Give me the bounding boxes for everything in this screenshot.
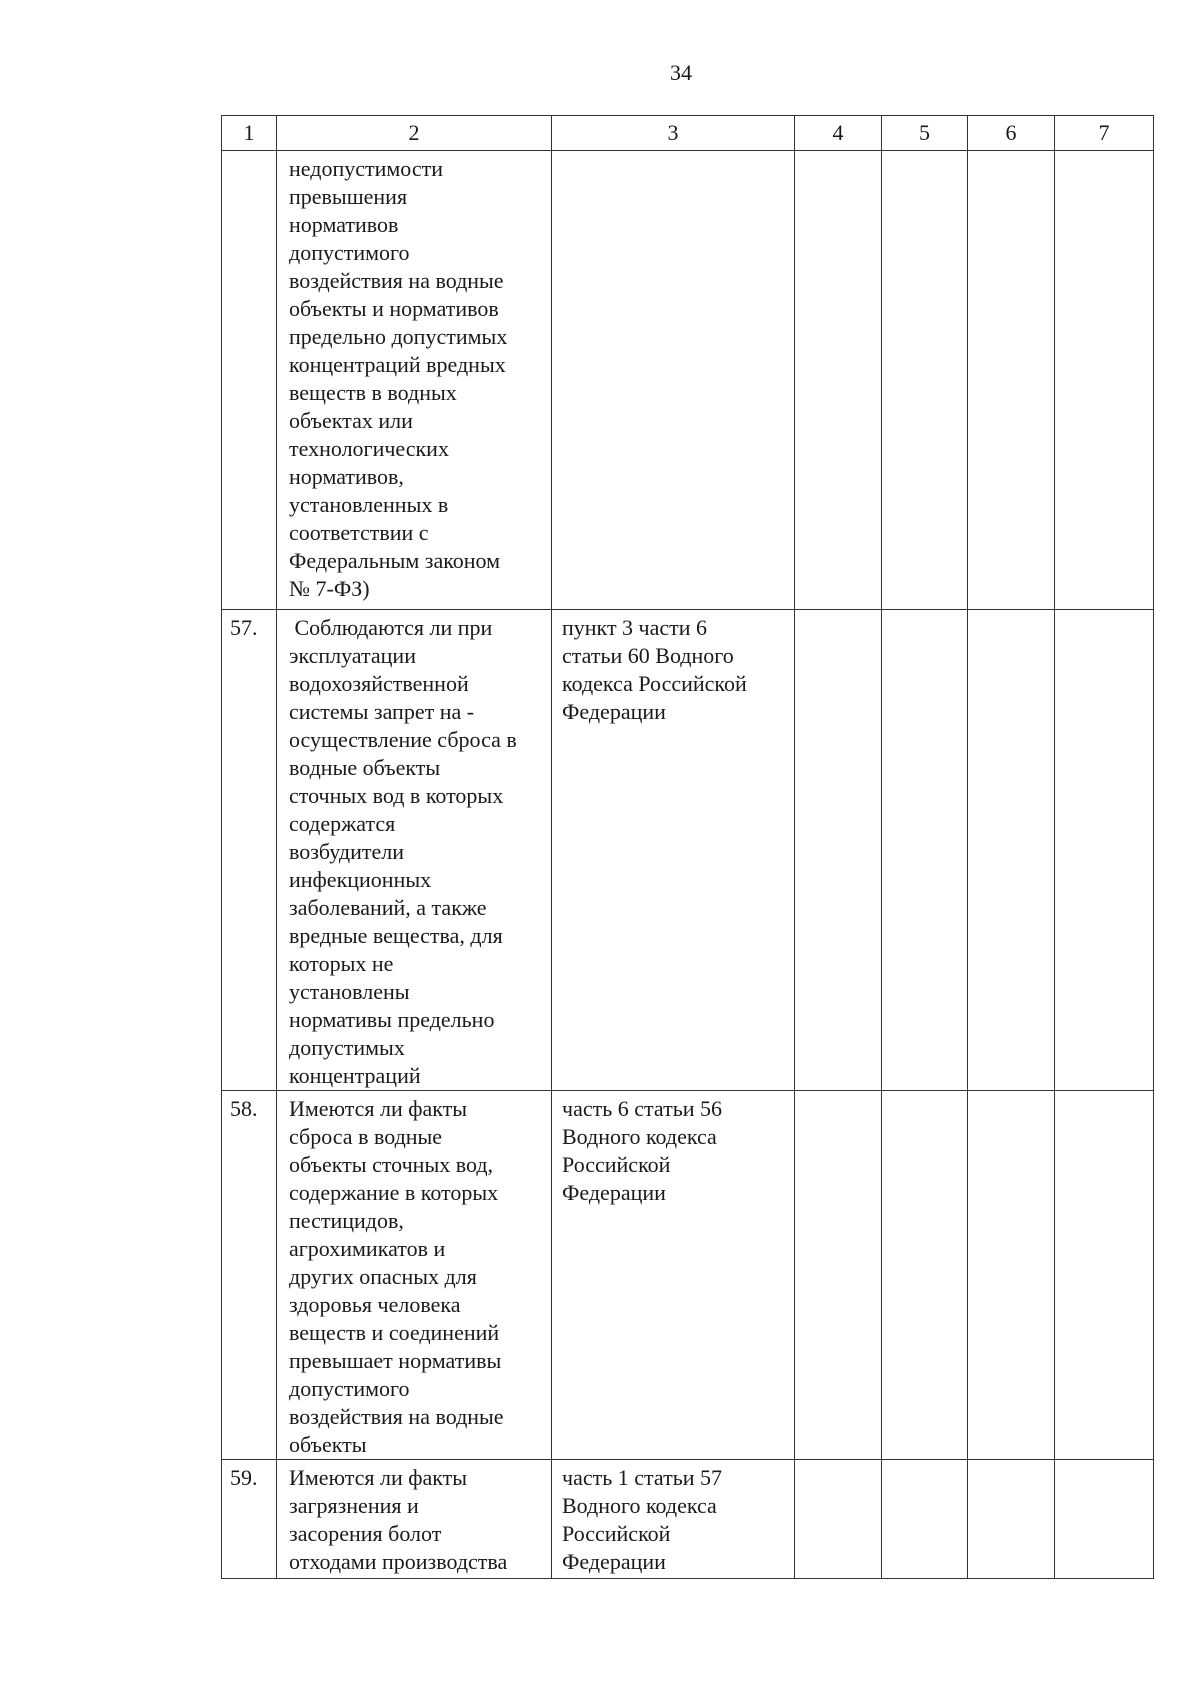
empty-cell (795, 610, 882, 1091)
question-line: засорения болот (289, 1521, 442, 1546)
question-line: допустимых (289, 1035, 405, 1060)
question-line: технологических (289, 436, 449, 461)
reference-line: Федерации (562, 699, 666, 724)
reference-line: кодекса Российской (562, 671, 747, 696)
question-cell (277, 151, 552, 610)
empty-cell (1055, 1460, 1154, 1579)
question-line: других опасных для (289, 1264, 477, 1289)
reference-cell (552, 1460, 795, 1579)
empty-cell (968, 1091, 1055, 1460)
question-line: заболеваний, а также (289, 895, 487, 920)
empty-cell (882, 1460, 968, 1579)
reference-line: Российской (562, 1152, 671, 1177)
question-line: концентраций (289, 1063, 421, 1088)
empty-cell (1055, 151, 1154, 610)
question-line: веществ в водных (289, 380, 457, 405)
question-line: объекты сточных вод, (289, 1152, 494, 1177)
table-row (222, 1460, 1154, 1579)
reference-line: часть 1 статьи 57 (562, 1465, 723, 1490)
table-row (222, 151, 1154, 610)
reference-cell (552, 610, 795, 1091)
question-line: сброса в водные (289, 1124, 443, 1149)
question-line: превышения (289, 184, 408, 209)
reference-line: статьи 60 Водного (562, 643, 734, 668)
question-line: отходами производства (289, 1549, 508, 1574)
question-line: превышает нормативы (289, 1348, 502, 1373)
question-cell (277, 610, 552, 1091)
question-line: нормативов, (289, 464, 404, 489)
empty-cell (882, 151, 968, 610)
question-line: объектах или (289, 408, 413, 433)
question-line: водные объекты (289, 755, 441, 780)
question-line: содержание в которых (289, 1180, 499, 1205)
row-number (222, 151, 277, 610)
question-line: загрязнения и (289, 1493, 419, 1518)
column-header: 3 (552, 116, 795, 151)
question-line: Имеются ли факты (289, 1096, 468, 1121)
question-line: вредные вещества, для (289, 923, 503, 948)
reference-cell (552, 1091, 795, 1460)
column-header: 4 (795, 116, 882, 151)
question-cell (277, 1460, 552, 1579)
question-line: № 7-ФЗ) (289, 576, 370, 601)
reference-line: Федерации (562, 1180, 666, 1205)
empty-cell (1055, 610, 1154, 1091)
question-line: инфекционных (289, 867, 432, 892)
empty-cell (968, 610, 1055, 1091)
question-line: нормативов (289, 212, 399, 237)
column-header: 2 (277, 116, 552, 151)
question-line: объекты и нормативов (289, 296, 499, 321)
question-line: допустимого (289, 240, 410, 265)
empty-cell (795, 1091, 882, 1460)
question-line: нормативы предельно (289, 1007, 495, 1032)
empty-cell (795, 1460, 882, 1579)
row-number: 57. (222, 610, 277, 1091)
question-cell (277, 1091, 552, 1460)
question-line: которых не (289, 951, 394, 976)
question-line: Имеются ли факты (289, 1465, 468, 1490)
empty-cell (882, 1091, 968, 1460)
empty-cell (882, 610, 968, 1091)
question-line: водохозяйственной (289, 671, 469, 696)
question-line: пестицидов, (289, 1208, 404, 1233)
row-number: 59. (222, 1460, 277, 1579)
table-row (222, 610, 1154, 1091)
reference-line: часть 6 статьи 56 (562, 1096, 723, 1121)
question-line: содержатся (289, 811, 396, 836)
column-header: 7 (1055, 116, 1154, 151)
question-line: недопустимости (289, 156, 443, 181)
question-line: осуществление сброса в (289, 727, 517, 752)
question-line: системы запрет на - (289, 699, 475, 724)
question-line: эксплуатации (289, 643, 416, 668)
table-header-row (222, 116, 1154, 151)
empty-cell (968, 151, 1055, 610)
row-number: 58. (222, 1091, 277, 1460)
reference-cell (552, 151, 795, 610)
question-line: объекты (289, 1432, 367, 1457)
requirements-table (221, 115, 1154, 1579)
reference-line: Водного кодекса (562, 1124, 717, 1149)
question-line: воздействия на водные (289, 268, 504, 293)
column-header: 6 (968, 116, 1055, 151)
reference-line: пункт 3 части 6 (562, 615, 708, 640)
question-line: установлены (289, 979, 410, 1004)
question-line: сточных вод в которых (289, 783, 504, 808)
question-line: веществ и соединений (289, 1320, 500, 1345)
empty-cell (795, 151, 882, 610)
question-line: концентраций вредных (289, 352, 506, 377)
empty-cell (1055, 1091, 1154, 1460)
question-line: соответствии с (289, 520, 429, 545)
reference-line: Федерации (562, 1549, 666, 1574)
question-line: установленных в (289, 492, 449, 517)
table-row (222, 1091, 1154, 1460)
question-line: возбудители (289, 839, 404, 864)
question-line: Федеральным законом (289, 548, 501, 573)
question-line: воздействия на водные (289, 1404, 504, 1429)
column-header: 5 (882, 116, 968, 151)
empty-cell (968, 1460, 1055, 1579)
reference-line: Водного кодекса (562, 1493, 717, 1518)
reference-line: Российской (562, 1521, 671, 1546)
question-line: агрохимикатов и (289, 1236, 446, 1261)
question-line: предельно допустимых (289, 324, 508, 349)
question-line: здоровья человека (289, 1292, 461, 1317)
question-line: допустимого (289, 1376, 410, 1401)
column-header: 1 (222, 116, 277, 151)
page-number: 34 (670, 60, 692, 85)
question-line: Соблюдаются ли при (289, 615, 493, 640)
